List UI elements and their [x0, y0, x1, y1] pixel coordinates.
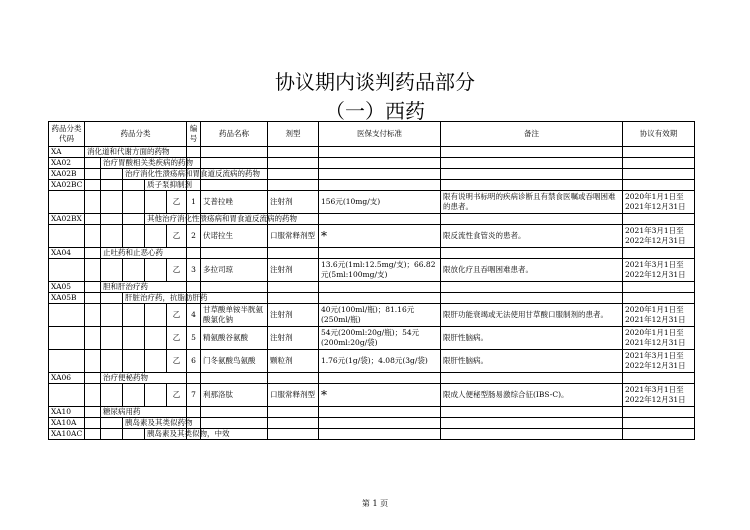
empty-cell: [187, 147, 201, 158]
category-row: [49, 169, 695, 180]
drug-name: 精氨酸谷氨酸: [201, 327, 268, 350]
empty-cell: [623, 214, 695, 225]
empty-cell: [441, 407, 623, 418]
empty-cell: [319, 248, 441, 259]
empty-cell: [201, 248, 268, 259]
empty-cell: [268, 158, 319, 169]
empty-cell: [441, 214, 623, 225]
drug-number: 6: [187, 350, 201, 373]
category-code: XA02B: [49, 169, 85, 180]
dosage-form: 注射剂: [268, 191, 319, 214]
empty-cell: [623, 180, 695, 191]
category-row: [49, 282, 695, 293]
empty-cell: [145, 327, 167, 350]
empty-cell: [201, 147, 268, 158]
drug-number: 5: [187, 327, 201, 350]
empty-cell: [201, 373, 268, 384]
empty-cell: [49, 225, 85, 248]
empty-cell: [268, 418, 319, 429]
empty-cell: [49, 259, 85, 282]
empty-cell: [145, 259, 167, 282]
empty-cell: [201, 407, 268, 418]
empty-cell: [85, 259, 101, 282]
empty-cell: [319, 373, 441, 384]
payment-standard: 40元(100ml/瓶)；81.16元(250ml/瓶): [319, 304, 441, 327]
empty-cell: [187, 373, 201, 384]
payment-standard: *: [319, 225, 441, 248]
header-price: 医保支付标准: [319, 122, 441, 147]
empty-cell: [101, 350, 123, 373]
category-label: 胰岛素及其类似物，中效: [145, 429, 187, 440]
empty-cell: [319, 282, 441, 293]
empty-cell: [268, 293, 319, 304]
agreement-period: 2021年3月1日至2022年12月31日: [623, 350, 695, 373]
empty-cell: [145, 304, 167, 327]
insurance-grade: 乙: [167, 225, 187, 248]
remark: 限有说明书标明的疾病诊断且有禁食医嘱或吞咽困难的患者。: [441, 191, 623, 214]
category-code: XA05B: [49, 293, 85, 304]
empty-cell: [441, 282, 623, 293]
category-code: XA: [49, 147, 85, 158]
empty-cell: [319, 214, 441, 225]
category-label: 胆和肝治疗药: [101, 282, 187, 293]
empty-cell: [123, 350, 145, 373]
empty-cell: [101, 429, 123, 440]
empty-cell: [123, 180, 145, 191]
empty-cell: [268, 373, 319, 384]
empty-cell: [123, 429, 145, 440]
empty-cell: [441, 158, 623, 169]
header-name: 药品名称: [201, 122, 268, 147]
insurance-grade: 乙: [167, 384, 187, 407]
empty-cell: [623, 169, 695, 180]
category-code: XA10: [49, 407, 85, 418]
document-subtitle: （一）西药: [325, 99, 425, 123]
empty-cell: [441, 418, 623, 429]
insurance-grade: 乙: [167, 327, 187, 350]
empty-cell: [268, 407, 319, 418]
drug-row: [49, 259, 695, 282]
empty-cell: [441, 293, 623, 304]
remark: 限放化疗且吞咽困难患者。: [441, 259, 623, 282]
empty-cell: [85, 418, 101, 429]
empty-cell: [85, 191, 101, 214]
agreement-period: 2020年1月1日至2021年12月31日: [623, 191, 695, 214]
empty-cell: [85, 407, 101, 418]
empty-cell: [319, 180, 441, 191]
empty-cell: [123, 191, 145, 214]
drug-name: 多拉司琼: [201, 259, 268, 282]
empty-cell: [101, 259, 123, 282]
dosage-form: 口服常释剂型: [268, 384, 319, 407]
category-row: [49, 418, 695, 429]
empty-cell: [123, 225, 145, 248]
empty-cell: [319, 169, 441, 180]
empty-cell: [101, 327, 123, 350]
empty-cell: [187, 407, 201, 418]
empty-cell: [441, 180, 623, 191]
empty-cell: [101, 293, 123, 304]
empty-cell: [201, 293, 268, 304]
category-row: [49, 147, 695, 158]
empty-cell: [85, 350, 101, 373]
category-code: XA04: [49, 248, 85, 259]
empty-cell: [441, 373, 623, 384]
empty-cell: [187, 248, 201, 259]
remark: 限反流性食管炎的患者。: [441, 225, 623, 248]
empty-cell: [49, 384, 85, 407]
empty-cell: [268, 429, 319, 440]
empty-cell: [268, 282, 319, 293]
empty-cell: [101, 214, 123, 225]
empty-cell: [123, 259, 145, 282]
empty-cell: [123, 214, 145, 225]
category-row: [49, 214, 695, 225]
page-number: 第 1 页: [361, 499, 389, 508]
empty-cell: [85, 225, 101, 248]
empty-cell: [623, 429, 695, 440]
category-row: [49, 248, 695, 259]
table-header-row: [49, 122, 695, 147]
category-code: XA02BC: [49, 180, 85, 191]
agreement-period: 2020年1月1日至2021年12月31日: [623, 304, 695, 327]
empty-cell: [319, 429, 441, 440]
drug-row: [49, 384, 695, 407]
category-code: XA10AC: [49, 429, 85, 440]
drug-row: [49, 225, 695, 248]
empty-cell: [623, 158, 695, 169]
insurance-grade: 乙: [167, 259, 187, 282]
empty-cell: [319, 158, 441, 169]
empty-cell: [201, 282, 268, 293]
empty-cell: [101, 418, 123, 429]
empty-cell: [49, 327, 85, 350]
drug-name: 伏诺拉生: [201, 225, 268, 248]
empty-cell: [145, 384, 167, 407]
header-no: 编号: [187, 122, 201, 147]
empty-cell: [49, 191, 85, 214]
drug-row: [49, 350, 695, 373]
agreement-period: 2021年3月1日至2022年12月31日: [623, 259, 695, 282]
empty-cell: [85, 169, 101, 180]
empty-cell: [268, 147, 319, 158]
empty-cell: [123, 384, 145, 407]
drug-row: [49, 191, 695, 214]
empty-cell: [85, 293, 101, 304]
empty-cell: [623, 147, 695, 158]
category-code: XA02: [49, 158, 85, 169]
empty-cell: [85, 384, 101, 407]
empty-cell: [623, 407, 695, 418]
agreement-period: 2021年3月1日至2022年12月31日: [623, 384, 695, 407]
payment-standard: *: [319, 384, 441, 407]
empty-cell: [201, 158, 268, 169]
header-code: 药品分类代码: [49, 122, 85, 147]
empty-cell: [85, 158, 101, 169]
drug-name: 门冬氨酸鸟氨酸: [201, 350, 268, 373]
empty-cell: [85, 214, 101, 225]
dosage-form: 注射剂: [268, 327, 319, 350]
category-row: [49, 180, 695, 191]
category-row: [49, 429, 695, 440]
empty-cell: [319, 407, 441, 418]
payment-standard: 54元(200ml:20g/瓶)；54元(200ml:20g/袋): [319, 327, 441, 350]
empty-cell: [85, 429, 101, 440]
payment-standard: 1.76元(1g/袋)；4.08元(3g/袋): [319, 350, 441, 373]
category-label: 治疗便秘药物: [101, 373, 187, 384]
category-label: 质子泵抑制剂: [145, 180, 187, 191]
empty-cell: [319, 293, 441, 304]
drug-number: 7: [187, 384, 201, 407]
remark: 限成人便秘型肠易激综合征(IBS-C)。: [441, 384, 623, 407]
empty-cell: [441, 248, 623, 259]
dosage-form: 注射剂: [268, 259, 319, 282]
empty-cell: [145, 191, 167, 214]
dosage-form: 注射剂: [268, 304, 319, 327]
header-form: 剂型: [268, 122, 319, 147]
category-label: 肝脏治疗药，抗脂肪肝药: [123, 293, 187, 304]
payment-standard: 156元(10mg/支): [319, 191, 441, 214]
empty-cell: [85, 327, 101, 350]
remark: 限肝功能衰竭或无法使用甘草酸口服制剂的患者。: [441, 304, 623, 327]
drug-name: 利那洛肽: [201, 384, 268, 407]
category-code: XA06: [49, 373, 85, 384]
agreement-period: 2021年3月1日至2022年12月31日: [623, 225, 695, 248]
empty-cell: [101, 304, 123, 327]
empty-cell: [187, 282, 201, 293]
empty-cell: [85, 304, 101, 327]
category-code: XA02BX: [49, 214, 85, 225]
empty-cell: [101, 384, 123, 407]
empty-cell: [49, 304, 85, 327]
drug-number: 4: [187, 304, 201, 327]
empty-cell: [123, 304, 145, 327]
empty-cell: [623, 293, 695, 304]
category-row: [49, 407, 695, 418]
category-row: [49, 373, 695, 384]
empty-cell: [268, 248, 319, 259]
empty-cell: [85, 180, 101, 191]
dosage-form: 颗粒剂: [268, 350, 319, 373]
drug-row: [49, 327, 695, 350]
empty-cell: [268, 169, 319, 180]
drug-table: [48, 121, 695, 440]
category-label: 治疗胃酸相关类疾病的药物: [101, 158, 187, 169]
empty-cell: [319, 418, 441, 429]
dosage-form: 口服常释剂型: [268, 225, 319, 248]
empty-cell: [101, 180, 123, 191]
empty-cell: [623, 418, 695, 429]
empty-cell: [268, 180, 319, 191]
empty-cell: [201, 180, 268, 191]
empty-cell: [101, 191, 123, 214]
category-row: [49, 293, 695, 304]
empty-cell: [145, 350, 167, 373]
drug-name: 艾普拉唑: [201, 191, 268, 214]
category-row: [49, 158, 695, 169]
empty-cell: [441, 169, 623, 180]
category-label: 胰岛素及其类似药物: [123, 418, 187, 429]
drug-number: 3: [187, 259, 201, 282]
category-label: 消化道和代谢方面的药物: [85, 147, 187, 158]
category-code: XA05: [49, 282, 85, 293]
category-label: 糖尿病用药: [101, 407, 187, 418]
empty-cell: [49, 350, 85, 373]
drug-number: 2: [187, 225, 201, 248]
category-label: 治疗消化性溃疡病和胃食道反流病的药物: [123, 169, 187, 180]
drug-number: 1: [187, 191, 201, 214]
drug-row: [49, 304, 695, 327]
category-code: XA10A: [49, 418, 85, 429]
empty-cell: [123, 327, 145, 350]
empty-cell: [623, 282, 695, 293]
empty-cell: [85, 248, 101, 259]
insurance-grade: 乙: [167, 191, 187, 214]
empty-cell: [85, 373, 101, 384]
category-label: 其他治疗消化性溃疡病和胃食道反流病的药物: [145, 214, 187, 225]
category-label: 止吐药和止恶心药: [101, 248, 187, 259]
insurance-grade: 乙: [167, 304, 187, 327]
empty-cell: [201, 418, 268, 429]
document-title: 协议期内谈判药品部分: [275, 70, 475, 94]
header-category: 药品分类: [85, 122, 187, 147]
empty-cell: [319, 147, 441, 158]
empty-cell: [101, 225, 123, 248]
drug-name: 甘草酸单铵半胱氨酸氯化钠: [201, 304, 268, 327]
empty-cell: [623, 373, 695, 384]
empty-cell: [101, 169, 123, 180]
empty-cell: [85, 282, 101, 293]
remark: 限肝性脑病。: [441, 350, 623, 373]
header-remark: 备注: [441, 122, 623, 147]
empty-cell: [441, 429, 623, 440]
agreement-period: 2020年1月1日至2021年12月31日: [623, 327, 695, 350]
empty-cell: [623, 248, 695, 259]
empty-cell: [145, 225, 167, 248]
remark: 限肝性脑病。: [441, 327, 623, 350]
insurance-grade: 乙: [167, 350, 187, 373]
empty-cell: [441, 147, 623, 158]
header-period: 协议有效期: [623, 122, 695, 147]
payment-standard: 13.6元(1ml:12.5mg/支)；66.82元(5ml:100mg/支): [319, 259, 441, 282]
